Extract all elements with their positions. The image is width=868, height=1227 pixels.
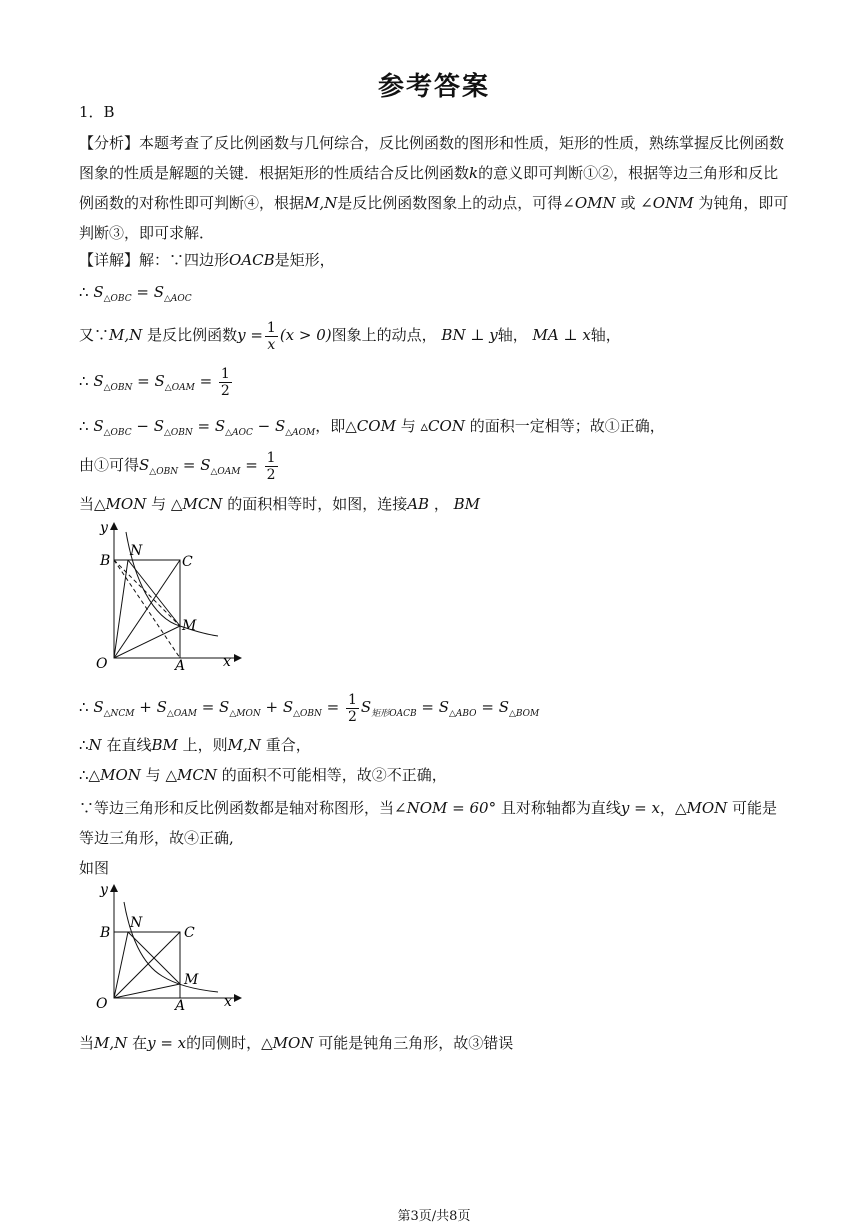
detail-text: 解：∵四边形 (139, 251, 230, 269)
function-y: y = (237, 326, 263, 344)
equation-line-7: ∴ $S_{\triangle NCM} + S_{\triangle OAM} = S_{\triangle MON} + S_{\triangle OBN}$ = $\frac{1}{2}$ $S_{矩形OACB} = S_{\triangle ABO} = S_{\triangle BOM}$ (79, 691, 540, 725)
area-subscript: △OBC (103, 428, 132, 438)
triangle-mon: △MON (261, 1034, 314, 1052)
segment-on (114, 560, 128, 658)
page-title: 参考答案 (377, 72, 490, 102)
line11-text-3: 可能是钝角三角形，故③错误 (318, 1034, 514, 1052)
line8-text-1: 在直线 (106, 736, 152, 754)
therefore-symbol: ∴ (79, 283, 89, 301)
x-axis-arrow-icon (234, 654, 242, 662)
area-subscript: △OBN (149, 467, 179, 477)
figure-caption: 如图 (79, 859, 110, 877)
line8-text-3: 重合， (265, 736, 311, 754)
area-subscript: △AOM (285, 428, 316, 438)
detail-label: 【详解】 (79, 251, 140, 269)
analysis-or: 或 (620, 194, 636, 212)
ma-perp-x: MA ⊥ x (532, 326, 591, 344)
because-symbol: ∵ (79, 799, 95, 817)
comma: ， (433, 495, 449, 513)
line2-pre: 又∵ (79, 326, 110, 344)
points-mn: M,N (227, 736, 261, 754)
detail-line (79, 250, 335, 270)
segment-bm-dashed (114, 560, 180, 626)
equation-line-3: ∴ $S_{\triangle OBN} = S_{\triangle OAM}$ = $\frac{1}{2}$ (79, 365, 230, 399)
area-subscript: △AOC (164, 294, 192, 304)
equation-line-8 (79, 735, 311, 755)
line2-mn: M,N (109, 326, 143, 344)
triangle-con: ▵CON (420, 417, 465, 435)
equation-line-10 (79, 793, 791, 853)
label-y: y (100, 882, 108, 898)
label-a: A (175, 998, 186, 1014)
angle-nom: ∠NOM = 60° (394, 799, 497, 817)
segment-nm (128, 560, 180, 626)
segment-om (114, 984, 180, 998)
area-subscript: △BOM (508, 709, 540, 719)
label-x: x (224, 994, 232, 1010)
area-subscript: △OAM (166, 709, 197, 719)
detail-rect: OACB (229, 251, 275, 269)
area-symbol: S (153, 283, 164, 301)
analysis-text-2: 的意义即可判断①②，根据等边三角形和反比例函数的对称性即可判断④，根据 (79, 164, 779, 212)
fraction-denominator: 2 (266, 466, 276, 483)
area-subscript: △OBN (163, 428, 193, 438)
area-symbol: S (93, 283, 104, 301)
points-mn: M,N (94, 1034, 128, 1052)
line8-text-2: 上，则 (182, 736, 228, 754)
figure-2-diagram (82, 880, 242, 1020)
line-y-equals-x: y = x (147, 1034, 187, 1052)
label-c: C (182, 554, 193, 570)
with-word: 与 (145, 766, 161, 784)
line4-end: 的面积一定相等；故①正确， (469, 417, 665, 435)
triangle-mcn: △MCN (170, 495, 223, 513)
line9-end: 的面积不可能相等，故②不正确， (221, 766, 447, 784)
triangle-com: △COM (345, 417, 396, 435)
area-subscript: 矩形OACB (371, 709, 417, 719)
line2-mid: 是反比例函数 (147, 326, 238, 344)
equals-sign: = (136, 283, 149, 301)
label-m: M (182, 618, 197, 634)
segment-on (114, 932, 128, 998)
point-n: N (88, 736, 102, 754)
fraction-numerator: 1 (220, 365, 230, 382)
fraction-numerator: 1 (348, 691, 357, 708)
triangle-mon: △MON (674, 799, 728, 817)
analysis-text-3: 是反比例函数图象上的动点，可得 (337, 194, 563, 212)
fraction-numerator: 1 (266, 319, 276, 336)
line10-text-3: 可能是等边 (79, 799, 778, 847)
analysis-mn: M,N (304, 194, 338, 212)
label-o: O (96, 996, 108, 1012)
line4-text: ，即 (315, 417, 346, 435)
label-m: M (184, 972, 199, 988)
area-subscript: △OBN (103, 383, 133, 393)
therefore-symbol: ∴ (79, 736, 89, 754)
area-subscript: △ABO (448, 709, 477, 719)
label-x: x (223, 654, 231, 670)
area-subscript: △OAM (164, 383, 195, 393)
segment-bm: BM (151, 736, 178, 754)
equation-line-4: ∴ $S_{\triangle OBC} - S_{\triangle OBN} = S_{\triangle AOC} - S_{\triangle AOM}$，即△COM 与 ▵CON 的面积一定相等；故①正确， (79, 417, 665, 438)
fraction-one-half (265, 450, 278, 483)
line6-text: 的面积相等时，如图，连接 (227, 495, 408, 513)
line11-pre: 当 (79, 1034, 95, 1052)
line6-pre: 当 (79, 495, 95, 513)
label-b: B (100, 553, 111, 569)
x-axis-arrow-icon (234, 994, 242, 1002)
line10-text-2: 且对称轴都为直线 (500, 799, 621, 817)
analysis-angle-omn: ∠OMN (562, 194, 616, 212)
line10-text-1: 等边三角形和反比例函数都是轴对称图形，当 (94, 799, 395, 817)
equation-line-11 (79, 1033, 513, 1053)
label-a: A (175, 658, 186, 674)
comma: ， (659, 799, 675, 817)
y-axis-arrow-icon (110, 884, 118, 892)
analysis-k: k (469, 164, 479, 182)
line2-post: 图象上的动点， (331, 326, 437, 344)
triangle-mon: △MON (88, 766, 141, 784)
detail-text-end: 是矩形， (274, 251, 335, 269)
fraction-1-over-x (265, 320, 278, 353)
area-subscript: △MON (229, 709, 261, 719)
area-subscript: △AOC (225, 428, 253, 438)
question-number: 1．B (79, 103, 115, 121)
label-b: B (100, 925, 111, 941)
label-c: C (184, 925, 195, 941)
line5-pre: 由①可得 (79, 456, 140, 474)
analysis-paragraph (79, 128, 791, 248)
analysis-label: 【分析】 (79, 134, 140, 152)
area-subscript: △OBN (293, 709, 322, 719)
equation-line-5: 由①可得$S_{\triangle OBN} = S_{\triangle OAM}$ = $\frac{1}{2}$ (79, 449, 276, 483)
therefore-symbol: ∴ (79, 698, 89, 716)
area-subscript: △OBC (103, 294, 132, 304)
line-y-equals-x: y = x (620, 799, 660, 817)
segment-ab: AB (407, 495, 430, 513)
therefore-symbol: ∴ (79, 372, 89, 390)
axis-word-2: 轴， (590, 326, 621, 344)
therefore-symbol: ∴ (79, 417, 89, 435)
segment-bm: BM (453, 495, 481, 513)
bn-perp-y: BN ⊥ y (441, 326, 498, 344)
with-word: 与 (400, 417, 416, 435)
area-subscript: △NCM (103, 709, 135, 719)
equation-line-2 (79, 318, 621, 353)
equation-line-1 (79, 282, 192, 309)
fraction-one-half (346, 692, 359, 725)
line10-text-4: 三角形，故④正确, (109, 829, 234, 847)
line11-text-2: 的同侧时， (186, 1034, 262, 1052)
line11-text-1: 在 (132, 1034, 148, 1052)
analysis-angle-onm: ∠ONM (640, 194, 694, 212)
label-o: O (96, 656, 108, 672)
label-n: N (130, 915, 143, 931)
label-y: y (100, 520, 108, 536)
label-n: N (130, 543, 143, 559)
fraction-one-half (219, 366, 232, 399)
segment-oc (114, 932, 180, 998)
figure-1-diagram (82, 518, 242, 674)
fraction-denominator: 2 (348, 708, 357, 725)
equation-line-9 (79, 765, 447, 785)
triangle-mon: △MON (94, 495, 147, 513)
analysis-text-1: 本题考查了反比例函数与几何综合，反比例函数的图形和性质，矩形的性质，熟练掌握反比例函数图象的性质是解题的关键．根据矩形的性质结合反比例函数 (79, 134, 785, 182)
equation-line-6 (79, 494, 480, 514)
therefore-symbol: ∴ (79, 766, 89, 784)
page-footer: 第3页/共8页 (397, 1209, 471, 1224)
fraction-numerator: 1 (266, 449, 276, 466)
segment-om (114, 626, 180, 658)
with-word: 与 (151, 495, 167, 513)
analysis-text-4: 为钝角，即可判断③，即可求解． (79, 194, 789, 242)
domain-condition: (x > 0) (279, 326, 332, 344)
fraction-denominator: x (267, 336, 276, 353)
triangle-mcn: △MCN (165, 766, 217, 784)
y-axis-arrow-icon (110, 522, 118, 530)
fraction-denominator: 2 (220, 382, 230, 399)
area-subscript: △OAM (210, 467, 241, 477)
axis-word-1: 轴， (497, 326, 528, 344)
